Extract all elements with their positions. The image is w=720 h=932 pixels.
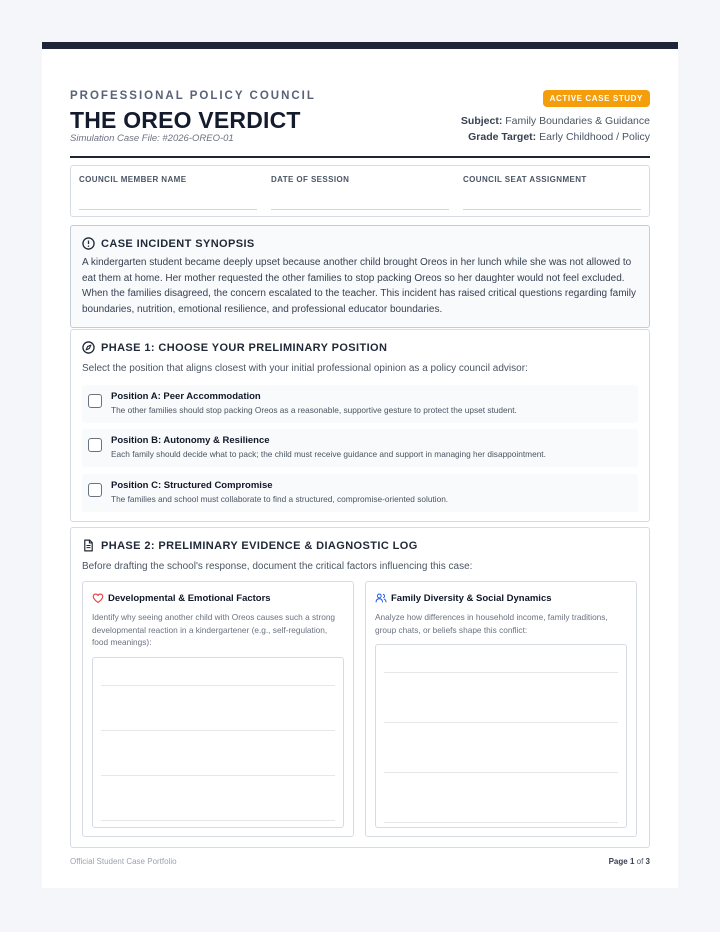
page-footer — [70, 857, 650, 866]
phase-2-title: PHASE 2: PRELIMINARY EVIDENCE & DIAGNOSTIC LOG — [101, 539, 418, 552]
writing-line — [384, 722, 618, 723]
family-diversity-desc: Analyze how differences in household income, family traditions, group chats, or beliefs shape this conflict: — [375, 612, 608, 635]
position-option-c[interactable] — [82, 474, 638, 512]
developmental-factors-response[interactable] — [92, 657, 344, 828]
family-diversity-title: Family Diversity & Social Dynamics — [391, 592, 552, 604]
page-number — [609, 857, 650, 866]
worksheet-page — [42, 42, 678, 888]
subject-label: Subject: — [460, 115, 503, 127]
position-a-title: Position A: Peer Accommodation — [111, 391, 261, 402]
subject-value: Family Boundaries & Guidance — [505, 115, 650, 127]
council-kicker: PROFESSIONAL POLICY COUNCIL — [70, 90, 316, 102]
writing-line — [101, 820, 335, 821]
phase-2-heading — [82, 539, 418, 552]
compass-icon — [82, 341, 95, 354]
council-member-name-label: COUNCIL MEMBER NAME — [79, 175, 187, 184]
case-file-id: Simulation Case File: #2026-OREO-01 — [70, 133, 234, 144]
writing-line — [101, 685, 335, 686]
synopsis-title: CASE INCIDENT SYNOPSIS — [101, 237, 255, 250]
phase-2-intro: Before drafting the school's response, document the critical factors influencing this case: — [82, 561, 473, 572]
page-prefix: Page — [608, 857, 628, 866]
position-c-desc: The families and school must collaborate to find a structured, compromise-oriented solution. — [111, 494, 449, 504]
position-a-desc: The other families should stop packing Oreos as a reasonable, supportive gesture to protect the upset student. — [111, 405, 517, 415]
header-divider — [70, 156, 650, 158]
status-badge: ACTIVE CASE STUDY — [543, 90, 650, 107]
position-option-a[interactable] — [82, 385, 638, 423]
position-b-title: Position B: Autonomy & Resilience — [111, 435, 270, 446]
writing-line — [384, 672, 618, 673]
page-title: THE OREO VERDICT — [70, 107, 301, 133]
phase-1-section — [70, 329, 650, 522]
grade-value: Early Childhood / Policy — [539, 131, 650, 143]
developmental-factors-desc: Identify why seeing another child with Oreos causes such a strong developmental reaction in a kindergartener (e.g., self-regulation, food meanings): — [92, 612, 336, 647]
heart-icon — [92, 592, 104, 604]
position-a-checkbox[interactable] — [88, 394, 102, 408]
family-diversity-card — [365, 581, 637, 837]
position-b-checkbox[interactable] — [88, 438, 102, 452]
position-c-checkbox[interactable] — [88, 483, 102, 497]
synopsis-heading — [82, 237, 255, 250]
position-b-desc: Each family should decide what to pack; the child must receive guidance and support in managing her disappointment. — [111, 449, 546, 459]
writing-line — [101, 730, 335, 731]
users-icon — [375, 592, 387, 604]
date-of-session-field[interactable] — [271, 209, 449, 210]
page-total: 3 — [645, 857, 650, 866]
developmental-factors-title: Developmental & Emotional Factors — [108, 592, 271, 604]
synopsis-text: A kindergarten student became deeply upset because another child brought Oreos in her lunch while she was not allowed to eat them at home. Her mother requested the other families to stop packing Oreos so her daughter would not feel excluded. When the families disagreed, the concern escalated to the teacher. This incident has raised critical questions regarding family boundaries, nutrition, emotional resilience, and professional educator boundaries. — [82, 257, 637, 315]
phase-1-heading — [82, 341, 387, 354]
position-c-title: Position C: Structured Compromise — [111, 480, 273, 491]
portfolio-label: Official Student Case Portfolio — [70, 857, 177, 866]
family-diversity-response[interactable] — [375, 644, 627, 828]
date-of-session-label: DATE OF SESSION — [271, 175, 350, 184]
session-info-fields — [70, 165, 650, 217]
writing-line — [101, 775, 335, 776]
subject-meta — [461, 115, 650, 127]
grade-label: Grade Target: — [468, 131, 537, 143]
phase-2-section — [70, 527, 650, 848]
alert-circle-icon — [82, 237, 95, 250]
family-diversity-heading — [375, 592, 552, 604]
page-of: of — [636, 857, 644, 866]
grade-meta — [468, 131, 650, 143]
developmental-factors-heading — [92, 592, 271, 604]
phase-1-title: PHASE 1: CHOOSE YOUR PRELIMINARY POSITION — [101, 341, 388, 354]
phase-1-intro: Select the position that aligns closest with your initial professional opinion as a policy council advisor: — [82, 363, 528, 374]
council-seat-label: COUNCIL SEAT ASSIGNMENT — [463, 175, 587, 184]
developmental-factors-card — [82, 581, 354, 837]
council-seat-field[interactable] — [463, 209, 641, 210]
council-member-name-field[interactable] — [79, 209, 257, 210]
writing-line — [384, 822, 618, 823]
position-option-b[interactable] — [82, 429, 638, 467]
document-icon — [82, 539, 95, 552]
page-current: 1 — [629, 857, 635, 866]
case-synopsis-section — [70, 225, 650, 328]
writing-line — [384, 772, 618, 773]
